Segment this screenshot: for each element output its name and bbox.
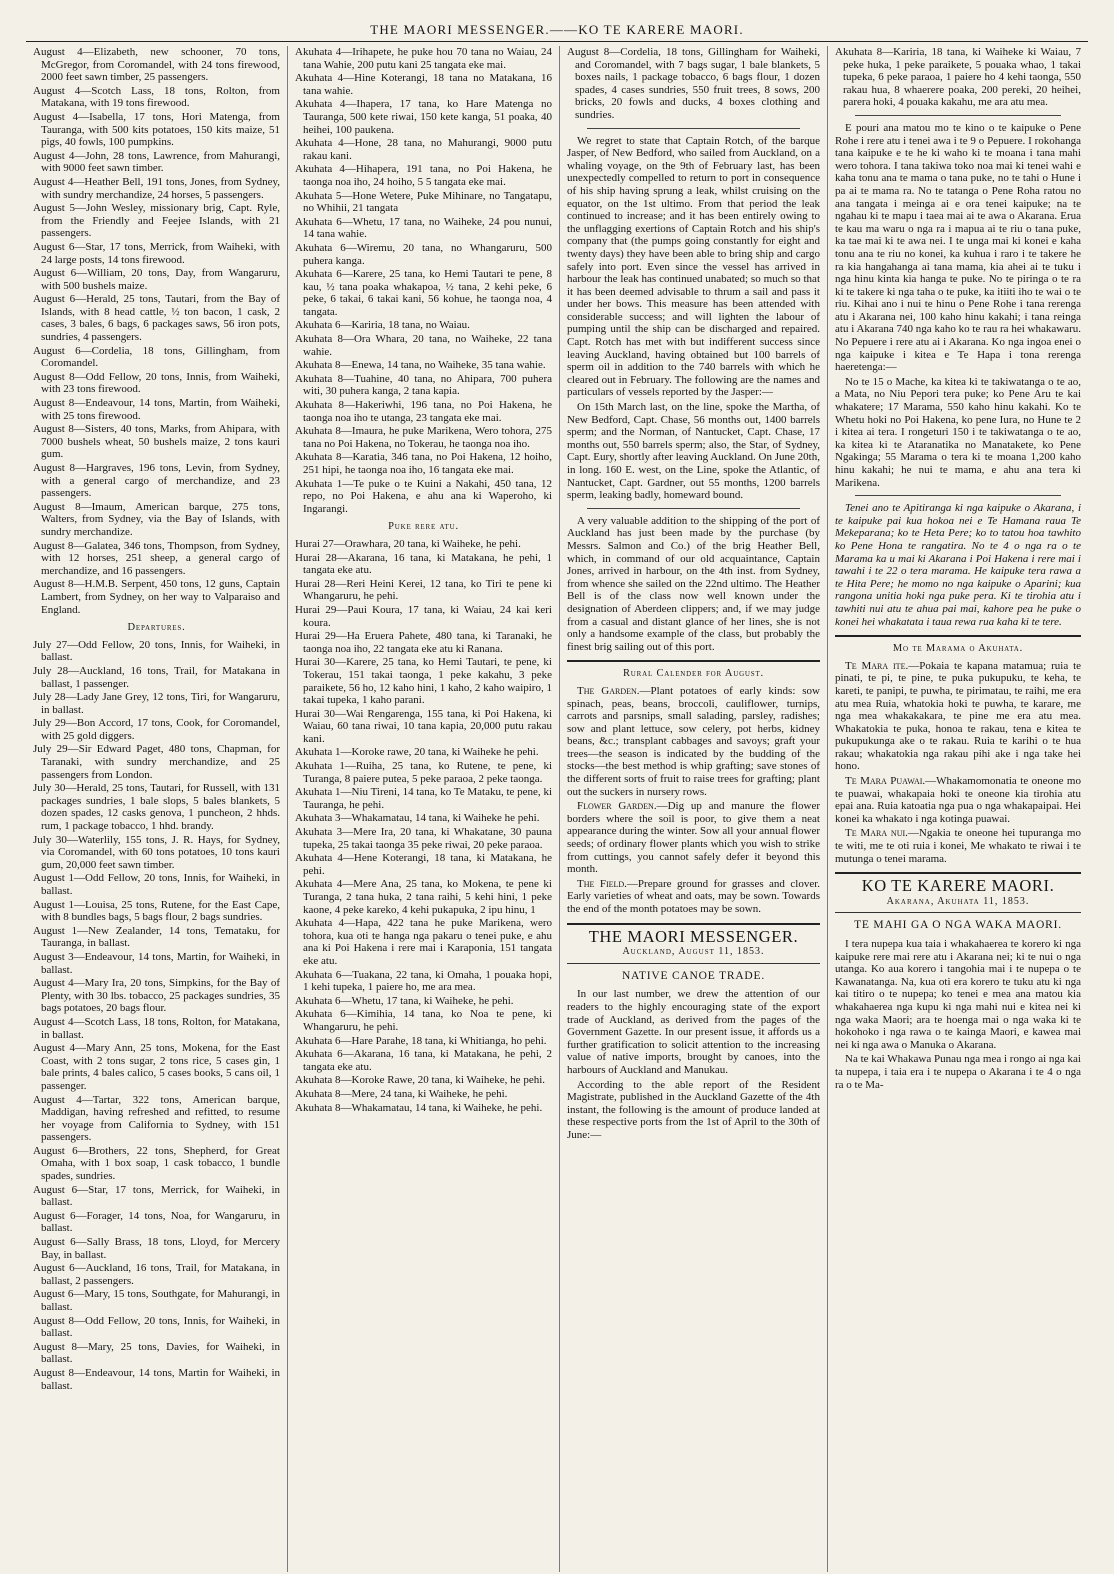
arrivals-list bbox=[33, 46, 280, 616]
divider bbox=[587, 508, 800, 509]
list-item: Akuhata 6—Wiremu, 20 tana, no Whangaruru, 500 puhera kanga. bbox=[295, 241, 552, 267]
list-item: Akuhata 8—Enewa, 14 tana, no Waiheke, 35 tana wahie. bbox=[295, 359, 546, 372]
list-item: Hurai 30—Karere, 25 tana, ko Hemi Tautari, te pene, ki Tokerau, 151 takai taonga, 1 peke kakahu, 3 peke paraikete, 56 ho, 12 kaho hini, 1 kaho, 2 kaho waipiro, 1 takai tupeka, 1 kaho parani. bbox=[295, 656, 552, 707]
list-item: August 4—Elizabeth, new schooner, 70 tons, McGregor, from Coromandel, with 24 tons firewood, 2000 feet sawn timber, 25 passengers. bbox=[33, 46, 280, 84]
list-item: Akuhata 6—Whetu, 17 tana, ki Waiheke, he pehi. bbox=[295, 994, 514, 1007]
divider bbox=[587, 128, 800, 129]
list-item: Akuhata 8—Imaura, he puke Marikena, Wero tohora, 275 tana no Poi Hakena, no Tokerau, he taonga noa iho. bbox=[295, 425, 552, 450]
list-item: Akuhata 8—Karatia, 346 tana, no Poi Hakena, 12 hoiho, 251 hipi, he taonga noa iho, 16 tangata eke mai. bbox=[295, 451, 552, 476]
list-item: August 6—Sally Brass, 18 tons, Lloyd, for Mercery Bay, in ballast. bbox=[33, 1236, 280, 1261]
list-item: August 8—Imaum, American barque, 275 tons, Walters, from Sydney, via the Bay of Islands, with sundry merchandize. bbox=[33, 500, 280, 538]
list-item: July 30—Waterlily, 155 tons, J. R. Hays, for Sydney, via Coromandel, with 60 tons potatoes, 10 tons kauri gum, 20,000 feet sawn timber. bbox=[33, 833, 280, 871]
list-item: August 1—Louisa, 25 tons, Rutene, for the East Cape, with 8 bundles bags, 5 bags flour, 2 bags sundries. bbox=[33, 898, 280, 924]
list-item: August 4—John, 28 tons, Lawrence, from Mahurangi, with 9000 feet sawn timber. bbox=[33, 149, 280, 175]
list-item: Akuhata 8—Kariria, 18 tana, ki Waiheke ki Waiau, 7 peke huka, 1 peke paraikete, 5 pouaka whao, 1 takai tupeka, 6 peke paraoa, 1 paiere ho 4 kehi taonga, 550 rakau hua, 8 whaerere poaka, 200 pereki, 20 heihei, parera hoki, 4 pouaka kakahu, me ara atu mea. bbox=[835, 46, 1081, 109]
list-item: August 3—Endeavour, 14 tons, Martin, for Waiheki, in ballast. bbox=[33, 950, 280, 976]
flower-paragraph-maori: Te Mara Puawai.—Whakamomonatia te oneone mo te puawai, whakapaia hoki te oneone kia tirohia atu epai ana. Ruia katoatia nga pua o nga whakapaipai. Hei konei ka whakato i nga kotinga puawai. bbox=[835, 775, 1081, 825]
list-item: Akuhata 8—Whakamatau, 14 tana, ki Waiheke, he pehi. bbox=[295, 1101, 543, 1114]
columns bbox=[26, 46, 1088, 1572]
list-item: July 29—Sir Edward Paget, 480 tons, Chapman, for Taranaki, with sundry merchandize, and 25 passengers from London. bbox=[33, 743, 280, 781]
list-item: Akuhata 4—Hihapera, 191 tana, no Poi Hakena, he taonga noa iho, 24 hoiho, 5 5 tangata eke mai. bbox=[295, 163, 552, 188]
list-item: Akuhata 4—Hone, 28 tana, no Mahurangi, 9000 putu rakau kani. bbox=[295, 137, 552, 162]
list-item: August 8—Hargraves, 196 tons, Levin, from Sydney, with a general cargo of merchandize, and 23 passengers. bbox=[33, 462, 280, 500]
list-item: Akuhata 1—Ruiha, 25 tana, ko Rutene, te pene, ki Turanga, 8 paiere putea, 5 peke paraoa, 2 peke taonga. bbox=[295, 760, 552, 785]
maori-article-p2: No te 15 o Mache, ka kitea ki te takiwatanga o te ao, a Mata, no Niu Pepori tera puke; ko Pene Aru te kai whakatere; 17 Marama, 550 kaho hinu kakahi. Ko te Whetu hoki no Poi Hakena, ko pene Iura, no Hune te 2 i kitea ai tera. I rongeturi 150 i te takiwatanga o te ao, ka kitea ki te Ataranatika no Manatakete, ko Pene Ngakinga; 55 Marama o tera ki te moana 1,200 kaho hinu kakahi; he nui te mama, e ahu ana tera ki Marikena. bbox=[835, 375, 1081, 489]
list-item: August 8—Odd Fellow, 20 tons, Innis, for Waiheki, in ballast. bbox=[33, 1314, 280, 1340]
list-item: August 6—Forager, 14 tons, Noa, for Wangaruru, in ballast. bbox=[33, 1209, 280, 1235]
running-head: THE MAORI MESSENGER.——KO TE KARERE MAORI. bbox=[26, 22, 1088, 42]
masthead-english: THE MAORI MESSENGER. bbox=[588, 926, 799, 946]
dateline-english: Auckland, August 11, 1853. bbox=[567, 946, 820, 964]
list-item: Akuhata 8—Tuahine, 40 tana, no Ahipara, 700 puhera witi, 30 puhera kanga, 2 tana kapia. bbox=[295, 372, 552, 398]
list-item: Akuhata 4—Hene Koterangi, 18 tana, ki Matakana, he pehi. bbox=[295, 852, 552, 877]
rural-calendar-heading: Rural Calender for August. bbox=[623, 668, 764, 680]
list-item: August 1—Odd Fellow, 20 tons, Innis, for Waiheki, in ballast. bbox=[33, 872, 280, 897]
field-paragraph-maori: Te Mara nui.—Ngakia te oneone hei tupuranga mo te witi, me te oti ruia i konei, Me whakato te riwai i te mutunga o tenei marama. bbox=[835, 827, 1081, 865]
column-2-shipping-maori bbox=[288, 46, 560, 1572]
list-item: Hurai 29—Paui Koura, 17 tana, ki Waiau, 24 kai keri koura. bbox=[295, 603, 552, 629]
list-item: August 6—Cordelia, 18 tons, Gillingham, from Coromandel. bbox=[33, 344, 280, 370]
list-item: Akuhata 4—Hine Koterangi, 18 tana no Matakana, 16 tana wahie. bbox=[295, 72, 552, 97]
masthead-maori: KO TE KARERE MAORI. bbox=[861, 876, 1055, 896]
heather-bell-maori: Tenei ano te Apitiranga ki nga kaipuke o Akarana, i te kaipuke pai kua hokoa nei e Te Hamana raua Te Mekeparana; ko te Heta Pere; ko to tatou hoa tawhito ko Pene Hona te rangatira. No te 4 o nga ra o te Marama ka u mai ki Akarana i Poi Hakena i rere mai i tawahi i te 22 o tera marama. He kaipuke tera rawa a te Hita Pere; he momo no nga kaipuke o Aparini; kua rangona unitia hoki nga puke pera. Ki te tirohia atu i tawhiti nui atu te ahua pai mai, kahore pea he puke o konei hei whakatata i taua rewa rua kaha ki te tere. bbox=[835, 502, 1081, 628]
divider bbox=[855, 495, 1061, 496]
field-paragraph: The Field.—Prepare ground for grasses and clover. Early varieties of wheat and oats, may be sown. Towards the end of the month potatoes may be sown. bbox=[567, 877, 821, 915]
article-paragraph: According to the able report of the Resident Magistrate, published in the Auckland Gazette of the 4th instant, the following is the amount of produce landed at these respective ports from the 1st of April to the 30th of June:— bbox=[567, 1078, 820, 1141]
article-paragraph-maori: Na te kai Whakawa Punau nga mea i rongo ai nga kai ta nupepa, i taia era i te nupepa o Akarana i te 4 o nga ra o te Ma- bbox=[835, 1053, 1081, 1091]
list-item: Akuhata 1—Niu Tireni, 14 tana, ko Te Mataku, te pene, ki Tauranga, he pehi. bbox=[295, 786, 552, 811]
list-item: July 27—Odd Fellow, 20 tons, Innis, for Waiheki, in ballast. bbox=[33, 638, 280, 664]
list-item: August 8—H.M.B. Serpent, 450 tons, 12 guns, Captain Lambert, from Sydney, on her way to Valparaiso and England. bbox=[33, 578, 280, 616]
departures-list bbox=[33, 639, 280, 1392]
list-item: Akuhata 6—Hare Parahe, 18 tana, ki Whitianga, ho pehi. bbox=[295, 1034, 547, 1047]
list-item: Akuhata 1—Te puke o te Kuini a Nakahi, 450 tana, 12 repo, no Poi Hakena, e ahu ana ki Waperoho, ki Ingarangi. bbox=[295, 477, 552, 515]
list-item: Akuhata 6—Kariria, 18 tana, no Waiau. bbox=[295, 319, 470, 332]
garden-paragraph: The Garden.—Plant potatoes of early kinds: sow spinach, peas, beans, broccoli, cauliflower, turnips, carrots and parsnips, small salading, parsley, radishes; sow and plant lettuce, sow celery, pot herbs, kidney beans, &c.; transplant cabbages and savoys; graft your trees—the season is indicated by the budding of the stocks—the best method is whip grafting; save stones of the different sorts of fruit to raise trees for grafting; plant out the suckers in nursery rows. bbox=[567, 684, 820, 798]
list-item: August 4—Isabella, 17 tons, Hori Matenga, from Tauranga, with 500 kits potatoes, 150 kits maize, 51 pigs, 40 fowls, 100 pumpkins. bbox=[33, 110, 280, 149]
list-item: August 6—Star, 17 tons, Merrick, from Waiheki, with 24 large posts, 14 tons firewood. bbox=[33, 240, 280, 266]
list-item: Akuhata 4—Mere Ana, 25 tana, ko Mokena, te pene ki Turanga, 2 tana huka, 2 tana raihi, 5 kehi hini, 1 peke kaone, 4 peke kareko, 4 kehi pukapuka, 2 ipu hinu, 1 bbox=[295, 878, 552, 916]
list-item: Hurai 29—Ha Eruera Pahete, 480 tana, ki Taranaki, he taonga noa iho, 22 tangata eke atu ki Ranana. bbox=[295, 630, 552, 655]
list-item: August 8—Endeavour, 14 tons, Martin for Waiheki, in ballast. bbox=[33, 1366, 280, 1392]
list-item: August 6—Herald, 25 tons, Tautari, from the Bay of Islands, with 8 head cattle, ½ ton bacon, 1 cask, 2 cases, 3 bales, 6 bags, 6 packages saws, 56 iron pots, sundries, 4 passengers. bbox=[33, 293, 280, 344]
list-item: Akuhata 6—Akarana, 16 tana, ki Matakana, he pehi, 2 tangata eke atu. bbox=[295, 1048, 552, 1073]
list-item: Akuhata 6—Tuakana, 22 tana, ki Omaha, 1 pouaka hopi, 1 kehi tupeka, 1 paiere ho, me ara mea. bbox=[295, 968, 552, 994]
list-item: August 8—Cordelia, 18 tons, Gillingham for Waiheki, and Coromandel, with 7 bags sugar, 1 bale blankets, 5 boxes nails, 1 package tobacco, 6 bags flour, 1 dozen spades, 4 cases sundries, 550 fruit trees, 8 sows, 200 bricks, 20 fowls and ducks, 4 boxes clothing and sundries. bbox=[567, 46, 820, 121]
list-item: August 8—Galatea, 346 tons, Thompson, from Sydney, with 12 horses, 251 sheep, a general cargo of merchandize, and 16 passengers. bbox=[33, 539, 280, 577]
list-item: August 6—Auckland, 16 tons, Trail, for Matakana, in ballast, 2 passengers. bbox=[33, 1262, 280, 1287]
divider bbox=[567, 660, 820, 662]
list-item: July 29—Bon Accord, 17 tons, Cook, for Coromandel, with 25 gold diggers. bbox=[33, 717, 280, 742]
list-item: August 4—Scotch Lass, 18 tons, Rolton, from Matakana, with 19 tons firewood. bbox=[33, 84, 280, 110]
list-item: August 4—Tartar, 322 tons, American barque, Maddigan, having refreshed and refitted, to resume her voyage from California to Sydney, with 151 passengers. bbox=[33, 1093, 280, 1144]
list-item: August 6—Star, 17 tons, Merrick, for Waiheki, in ballast. bbox=[33, 1183, 280, 1209]
calendar-heading-maori: Mo te Marama o Akuhata. bbox=[892, 643, 1024, 655]
list-item: August 5—John Wesley, missionary brig, Capt. Ryle, from the Friendly and Feejee Islands, with 21 passengers. bbox=[33, 202, 280, 240]
flower-garden-paragraph: Flower Garden.—Dig up and manure the flower borders where the soil is poor, to give them a neat appearance during the winter. Sow all your annual flower seeds; of ordinary flower plants which you wish to strike from cuttings, you cannot safely defer it beyond this month. bbox=[567, 800, 821, 876]
list-item: Akuhata 3—Mere Ira, 20 tana, ki Whakatane, 30 pauna tupeka, 25 takai taonga 35 peke riwai, 20 peke paraoa. bbox=[295, 826, 552, 851]
list-item: Akuhata 6—Karere, 25 tana, ko Hemi Tautari te pene, 8 kau, ½ tana poaka whakapoa, ½ tana, 2 kehi peke, 6 peke, 6 takai, 6 takai kani, 56 kohue, he taonga noa, 4 tangata. bbox=[295, 268, 552, 318]
column-3-english bbox=[560, 46, 828, 1572]
list-item: July 28—Lady Jane Grey, 12 tons, Tiri, for Wangaruru, in ballast. bbox=[33, 691, 280, 716]
divider bbox=[835, 635, 1081, 637]
column-4-maori bbox=[828, 46, 1088, 1572]
list-item: July 28—Auckland, 16 tons, Trail, for Matakana in ballast, 1 passenger. bbox=[33, 664, 280, 690]
list-item: Akuhata 4—Hapa, 422 tana he puke Marikena, wero tohora, kua oti te hanga nga pakaru o tenei puke, e ahu ana ki Poi Hakena i rere mai i Karaponia, 151 tangata eke atu. bbox=[295, 917, 552, 967]
article-title-maori: TE MAHI GA O NGA WAKA MAORI. bbox=[854, 919, 1062, 932]
list-item: Akuhata 6—Kimihia, 14 tana, ko Noa te pene, ki Whangaruru, he pehi. bbox=[295, 1008, 552, 1033]
jasper-article-p2: On 15th March last, on the line, spoke the Martha, of New Bedford, Capt. Chase, 56 months out, 1400 barrels sperm; and the Norman, of Nantucket, Capt. Chase, 17 months out, 550 barrels sperm; also, the Star, of Sydney, Capt. Eury, shortly after leaving Auckland. On June 20th, in long. 160 E. west, on the Line, spoke the Atlantic, of Nantucket, Capt. Gardner, out 55 months, 1200 barrels sperm, leaking badly, homeward bound. bbox=[567, 401, 820, 502]
list-item: Hurai 28—Reri Heini Kerei, 12 tana, ko Tiri te pene ki Whangaruru, he pehi. bbox=[295, 577, 552, 603]
maori-article-p1: E pouri ana matou mo te kino o te kaipuke o Pene Rohe i rere atu i tenei awa i te 9 o Pepuere. I rokohanga tana kaipuke e te he ki waho ki te moana i tana mahi wero tohora. I tana takiwa toko noa mai ki tenei wahi e kaha tonu ana te mama o tana puke, no te tahi o Hune i pa ai te mama ra. No te tatanga o Pene Roha ratou no ana tangata i meinga ai e ora tenei kaipuke; na te ngahau ki te mapu i taea mai ai te awa o Akarana. Erua te kau ma waru o nga ra i mapua ai te riu o tana puke, ka tae mai ki te awa nei. I te unga mai ki konei e kaha tonu ana te riu no konei, ka kuhua i raro i te takere he ra kia hangahanga ai tana mama, kia ahei ai te tuku i nga hinu kinta kia hanga te puke. No te piringa o te ra ki te takere ki nga taha o te puke, ka itiiti iho te wai o te riu. Kihai ano i nui te hinu o Pene Rohe i tana rerenga atu i Akarana nei, 100 kaho hinu kakahi; i tana reinga atu i Akarana 740 nga kaho ko te rau ra hei whakawaru. No Pepuere i rere atu ai i Akarana. Ko nga ingoa enei o nga kaipuke i kitea e Te Hapa i tona rerenga haeretenga:— bbox=[835, 121, 1081, 374]
heather-bell-article: A very valuable addition to the shipping of the port of Auckland has just been made by the purchase (by Messrs. Salmon and Co.) of the brig Heather Bell, which, in command of our old acquaintance, Captain Jones, arrived in harbour, on the 4th inst. from Sydney, from whence she sailed on the 22nd ultimo. The Heather Bell is of the class now well known under the designation of Aberdeen clippers; and, if we may judge from a casual and distant glance of her lines, she is not only a handsome example of the class, but probably the finest brig sailing out of this port. bbox=[567, 514, 820, 653]
departures-heading: Departures. bbox=[127, 622, 186, 634]
list-item: Akuhata 8—Hakeriwhi, 196 tana, no Poi Hakena, he taonga noa iho te utanga, 23 tangata eke mai. bbox=[295, 399, 552, 424]
divider bbox=[835, 872, 1081, 874]
departures-heading-maori: Puke rere atu. bbox=[388, 521, 459, 533]
list-item: August 6—Mary, 15 tons, Southgate, for Mahurangi, in ballast. bbox=[33, 1288, 280, 1313]
list-item: Hurai 27—Orawhara, 20 tana, ki Waiheke, he pehi. bbox=[295, 537, 521, 550]
list-item: August 8—Sisters, 40 tons, Marks, from Ahipara, with 7000 bushels wheat, 50 bushels maize, 2 tons kauri gum. bbox=[33, 423, 280, 461]
article-paragraph: In our last number, we drew the attention of our readers to the highly encouraging state of the export trade of Auckland, as derived from the pages of the Government Gazette. In our present issue, it affords us a further gratification to solicit attention to the increasing value of native imports, brought by canoes, into the harbours of Auckland and Manukau. bbox=[567, 988, 820, 1076]
list-item: Akuhata 3—Whakamatau, 14 tana, ki Waiheke he pehi. bbox=[295, 812, 540, 825]
list-item: August 6—Brothers, 22 tons, Shepherd, for Great Omaha, with 1 box soap, 1 cask tobacco, 1 bundle spades, sundries. bbox=[33, 1144, 280, 1183]
list-item: August 6—William, 20 tons, Day, from Wangaruru, with 500 bushels maize. bbox=[33, 267, 280, 292]
list-item: August 4—Heather Bell, 191 tons, Jones, from Sydney, with sundry merchandize, 24 horses, 5 passengers. bbox=[33, 175, 280, 201]
list-item: Akuhata 6—Whetu, 17 tana, no Waiheke, 24 pou nunui, 14 tana wahie. bbox=[295, 215, 552, 241]
list-item: August 1—New Zealander, 14 tons, Temataku, for Tauranga, in ballast. bbox=[33, 924, 280, 950]
article-title-english: NATIVE CANOE TRADE. bbox=[621, 969, 766, 982]
list-item: August 4—Mary Ira, 20 tons, Simpkins, for the Bay of Plenty, with 30 lbs. tobacco, 25 packages sundries, 35 bags potatoes, 20 bags flour. bbox=[33, 977, 280, 1015]
dateline-maori: Akarana, Akuhata 11, 1853. bbox=[835, 896, 1081, 914]
list-item: Akuhata 1—Koroke rawe, 20 tana, ki Waiheke he pehi. bbox=[295, 746, 539, 759]
divider bbox=[567, 923, 820, 925]
list-item: July 30—Herald, 25 tons, Tautari, for Russell, with 131 packages sundries, 1 bale slops, 5 bales blankets, 5 dozen spades, 12 casks genova, 1 puncheon, 2 hhds. rum, 1 package tobacco, 1 hhd. brandy. bbox=[33, 782, 280, 833]
jasper-article-p1: We regret to state that Captain Rotch, of the barque Jasper, of New Bedford, who sailed from Auckland, on a whaling voyage, on the 9th of February last, has been unexpectedly compelled to return to port in consequence of his ship having sprung a leak, whilst cruising on the equator, on the 1st ultimo. From that period the leak continued to increase; and it has been entirely owing to the unflagging exertions of Captain Rotch and his ship's company that (the pumps going constantly for eight and twenty days) they have been able to bring ship and cargo safely into port. Even since the vessel has arrived in harbour the leak has continued unabated; so much so that it has been deemed advisable to thrum a sail and pass it under her bows. This measure has been attended with considerable success; and will lighten the labour of pumping until the ship can be discharged and repaired. Capt. Rotch has met with but indifferent success since leaving Auckland, having obtained but 100 barrels of sperm oil in addition to the 740 barrels with which he cleared out in February. The following are the names and particulars of vessels reported by the Jasper:— bbox=[567, 134, 820, 399]
column-1-shipping-english bbox=[26, 46, 288, 1572]
list-item: August 8—Odd Fellow, 20 tons, Innis, from Waiheki, with 23 tons firewood. bbox=[33, 370, 280, 396]
list-item: Hurai 30—Wai Rengarenga, 155 tana, ki Poi Hakena, ki Waiau, 60 tana riwai, 10 tana kapia, 20,000 putu rakau kani. bbox=[295, 707, 552, 745]
list-item: Akuhata 8—Ora Whara, 20 tana, no Waiheke, 22 tana wahie. bbox=[295, 333, 552, 358]
list-item: August 8—Mary, 25 tons, Davies, for Waiheki, in ballast. bbox=[33, 1340, 280, 1366]
list-item: Hurai 28—Akarana, 16 tana, ki Matakana, he pehi, 1 tangata eke atu. bbox=[295, 551, 552, 577]
list-item: Akuhata 4—Irihapete, he puke hou 70 tana no Waiau, 24 tana Wahie, 200 putu kani 25 tangata eke mai. bbox=[295, 46, 552, 71]
garden-paragraph-maori: Te Mara ite.—Pokaia te kapana matamua; ruia te pinati, te pi, te pine, te puka pukupuku, te keha, te kareti, te panipi, te puwha, te pirimatau, te raihi, me era atu mea Ruia, whatokia hoki te puwha, te karare, me nga mea whakakakara, te pine me era atu mea. Whakatokia te puka, honoa te rakau, tena e kitea te pukupukunga ake o te rakau. Ruia te karihi o te hua rakau; whakatokia nga rakau pihi ake i nga take hei hono. bbox=[835, 659, 1082, 773]
article-paragraph-maori: I tera nupepa kua taia i whakahaerea te korero ki nga kaipuke rere mai rere atu i Akarana nei; ki te nui o nga utanga. Ko aua korero i tangohia mai i te nupepa o te Kawanatanga. Na, kua oti era korero te tuku atu ki nga kai titiro o te nupepa; ko tenei e mea ana matou kia whakahaerea nga kupu ki nga mahi nui e kitea nei ki nga waka Maori; ara te hoenga mai o nga waka ki te hokohoko i nga rawa o te kainga Maori, e kawea mai nei ki nga awa o Manuka o Akarana. bbox=[835, 938, 1081, 1051]
arrivals-list-maori bbox=[295, 46, 552, 515]
list-item: August 4—Mary Ann, 25 tons, Mokena, for the East Coast, with 2 tons sugar, 2 tons rice, 5 cases gin, 1 bale prints, 4 bales calico, 5 cases books, 5 cans oil, 1 passenger. bbox=[33, 1042, 280, 1092]
list-item: August 8—Endeavour, 14 tons, Martin, from Waiheki, with 25 tons firewood. bbox=[33, 397, 280, 422]
list-item: Akuhata 8—Mere, 24 tana, ki Waiheke, he pehi. bbox=[295, 1087, 508, 1100]
list-item: Akuhata 8—Koroke Rawe, 20 tana, ki Waiheke, he pehi. bbox=[295, 1074, 546, 1087]
list-item: August 4—Scotch Lass, 18 tons, Rolton, for Matakana, in ballast. bbox=[33, 1015, 280, 1041]
list-item: Akuhata 4—Ihapera, 17 tana, ko Hare Matenga no Tauranga, 500 kete riwai, 150 kete kanga, 51 poaka, 40 heihei, 100 paukena. bbox=[295, 98, 552, 136]
list-item: Akuhata 5—Hone Wetere, Puke Mihinare, no Tangatapu, no Whihii, 21 tangata bbox=[295, 189, 552, 215]
departures-list-maori bbox=[295, 538, 552, 1114]
divider bbox=[855, 115, 1061, 116]
